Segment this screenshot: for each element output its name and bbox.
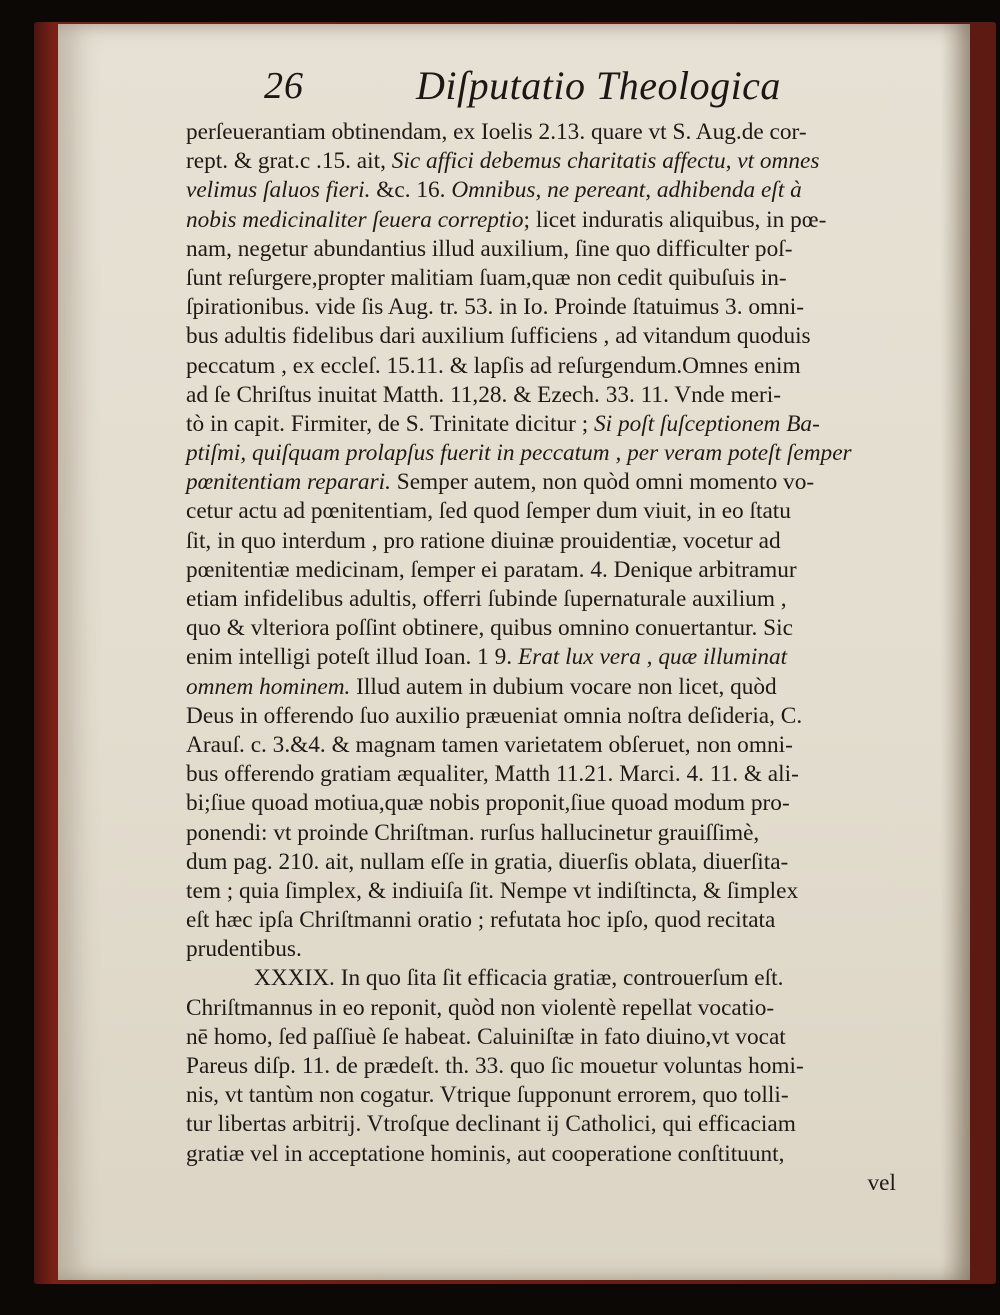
text-run: tur libertas arbitrij. Vtroſque declinant ij Catholici, qui efficaciam (186, 1111, 796, 1138)
italic-text: nobis medicinaliter ſeuera correptio (186, 206, 524, 233)
catchword-text: vel (867, 1169, 896, 1196)
italic-text: velimus ſaluos fieri. (186, 177, 371, 204)
page-header-title: Diſputatio Theologica (416, 63, 781, 108)
text-line (186, 1023, 896, 1052)
text-line (186, 206, 896, 235)
text-run: dum pag. 210. ait, nullam eſſe in gratia, diuerſis oblata, diuerſita- (186, 848, 789, 875)
text-line (186, 760, 896, 789)
text-line (186, 614, 896, 643)
text-line (186, 585, 896, 614)
text-run: bus offerendo gratiam æqualiter, Matth 11.21. Marci. 4. 11. & ali- (186, 761, 799, 788)
text-run: Semper autem, non quòd omni momento vo- (390, 469, 815, 496)
text-run: Pareus diſp. 11. de prædeſt. th. 33. quo ſic mouetur voluntas homi- (186, 1053, 804, 1079)
text-line (186, 702, 896, 731)
text-line (186, 994, 896, 1023)
text-line (186, 935, 896, 964)
text-run: Chriſtmannus in eo reponit, quòd non violentè repellat vocatio- (186, 994, 775, 1021)
text-run: quo & vlteriora poſſint obtinere, quibus omnino conuertantur. Sic (186, 615, 793, 642)
text-line (186, 556, 896, 585)
text-run: nē homo, ſed paſſiuè ſe habeat. Caluiniſtæ in fato diuino,vt vocat (186, 1023, 786, 1050)
text-run: enim intelligi poteſt illud Ioan. 1 9. (186, 644, 518, 671)
text-line (186, 964, 896, 993)
page-edge-shadow (940, 24, 970, 1280)
text-run: nam, negetur abundantius illud auxilium, ſine quo difficulter poſ- (186, 235, 793, 262)
text-line (186, 235, 896, 264)
text-run: tò in capit. Firmiter, de S. Trinitate dicitur ; (186, 410, 595, 437)
text-run: ſunt reſurgere,propter malitiam ſuam,quæ non cedit quibuſuis in- (186, 264, 787, 291)
text-line (186, 352, 896, 381)
text-line (186, 264, 896, 293)
text-line (186, 410, 896, 439)
text-line (186, 293, 896, 322)
text-line (186, 381, 896, 410)
text-run: rept. & grat.c .15. ait, (186, 148, 392, 175)
text-run: eſt hæc ipſa Chriſtmanni oratio ; refutata hoc ipſo, quod recitata (186, 907, 776, 934)
text-run: XXXIX. In quo ſita ſit efficacia gratiæ, controuerſum eſt. (254, 965, 784, 992)
text-run: ; licet induratis aliquibus, in pœ- (523, 206, 827, 233)
text-line (186, 439, 896, 468)
text-run: peccatum , ex eccleſ. 15.11. & lapſis ad reſurgendum.Omnes enim (186, 352, 801, 379)
text-line (186, 906, 896, 935)
page-number: 26 (264, 65, 304, 107)
italic-text: omnem hominem. (186, 673, 351, 700)
text-run: bi;ſiue quoad motiua,quæ nobis proponit,ſiue quoad modum pro- (186, 790, 790, 817)
italic-text: ptiſmi, quiſquam prolapſus fuerit in peccatum , per veram poteſt ſemper (186, 440, 852, 467)
text-run: ſit, in quo interdum , pro ratione diuinæ prouidentiæ, vocetur ad (186, 527, 781, 554)
italic-text: Erat lux vera , quæ illuminat (517, 644, 788, 671)
text-run: perſeuerantiam obtinendam, ex Ioelis 2.13. quare vt S. Aug.de cor- (186, 119, 807, 145)
text-line (186, 147, 896, 176)
italic-text: pœnitentiam reparari. (186, 469, 391, 496)
body-text (186, 118, 896, 1198)
text-run: tem ; quia ſimplex, & indiuiſa ſit. Nempe vt indiſtincta, & ſimplex (186, 877, 799, 904)
text-line (186, 1110, 896, 1139)
catchword (186, 1169, 896, 1198)
text-line (186, 1081, 896, 1110)
text-line (186, 1140, 896, 1169)
text-line (186, 527, 896, 556)
italic-text: Omnibus, ne pereant, adhibenda eſt à (451, 177, 802, 204)
text-line (186, 673, 896, 702)
text-run: ſpirationibus. vide ſis Aug. tr. 53. in Io. Proinde ſtatuimus 3. omni- (186, 294, 804, 321)
text-run: nis, vt tantùm non cogatur. Vtrique ſupponunt errorem, quo tolli- (186, 1082, 789, 1109)
text-line (186, 877, 896, 906)
running-head (186, 62, 896, 110)
text-line (186, 731, 896, 760)
text-run: Illud autem in dubium vocare non licet, quòd (350, 673, 777, 700)
text-line (186, 848, 896, 877)
text-run: cetur actu ad pœnitentiam, ſed quod ſemper dum viuit, in eo ſtatu (186, 498, 791, 525)
text-line (186, 322, 896, 351)
text-run: ad ſe Chriſtus inuitat Matth. 11,28. & Ezech. 33. 11. Vnde meri- (186, 381, 782, 408)
text-run: pœnitentiæ medicinam, ſemper ei paratam. 4. Denique arbitramur (186, 556, 797, 583)
text-line (186, 118, 896, 147)
text-line (186, 468, 896, 497)
text-run: etiam infidelibus adultis, offerri ſubinde ſupernaturale auxilium , (186, 586, 787, 612)
text-line (186, 497, 896, 526)
text-line (186, 789, 896, 818)
text-run: gratiæ vel in acceptatione hominis, aut cooperatione conſtituunt, (186, 1140, 785, 1167)
italic-text: Si poſt ſuſceptionem Ba- (594, 410, 820, 437)
text-line (186, 819, 896, 848)
text-run: &c. 16. (370, 177, 452, 204)
text-run: Deus in offerendo ſuo auxilio præueniat omnia noſtra deſideria, C. (186, 702, 803, 729)
text-run: ponendi: vt proinde Chriſtman. rurſus hallucinetur grauiſſimè, (186, 819, 760, 846)
text-line (186, 1052, 896, 1081)
text-run: bus adultis fidelibus dari auxilium ſufficiens , ad vitandum quoduis (186, 323, 811, 350)
text-line (186, 643, 896, 672)
text-run: Arauſ. c. 3.&4. & magnam tamen varietatem obſeruet, non omni- (186, 731, 793, 758)
italic-text: Sic affici debemus charitatis affectu, vt omnes (391, 148, 820, 175)
text-run: prudentibus. (186, 936, 302, 963)
text-line (186, 176, 896, 205)
